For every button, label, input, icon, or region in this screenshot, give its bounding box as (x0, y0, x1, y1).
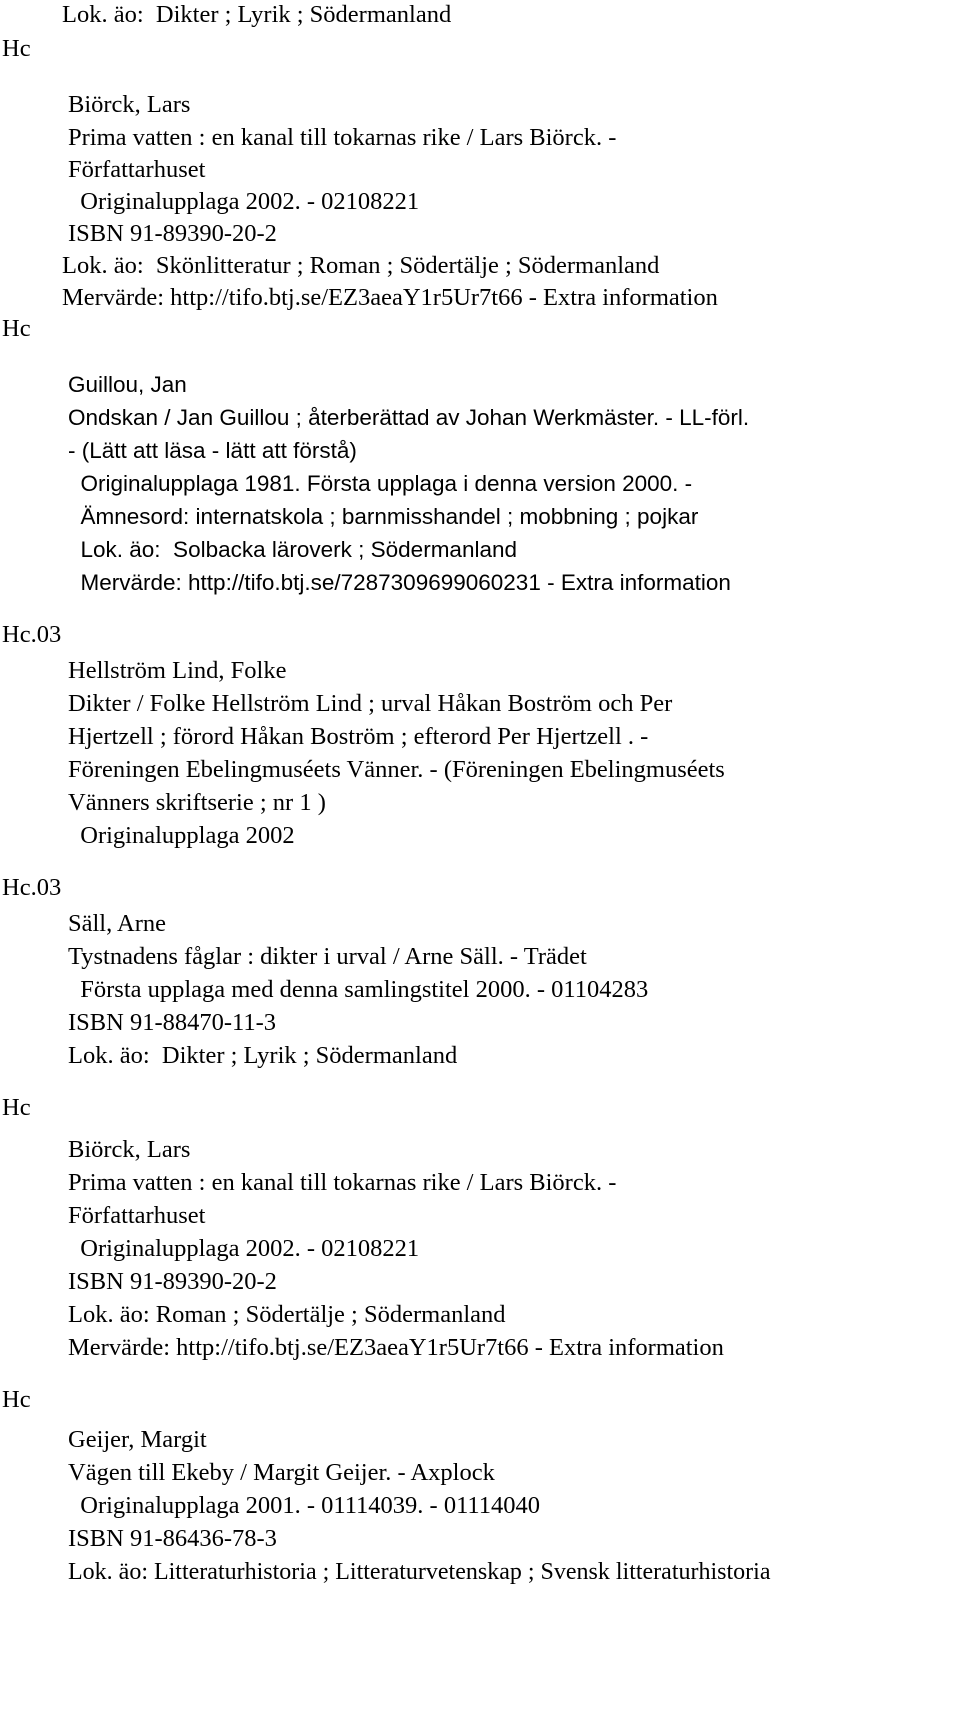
isbn-line: ISBN 91-86436-78-3 (68, 1525, 277, 1552)
classification-code: Hc (2, 315, 31, 342)
extra-info-line: Mervärde: http://tifo.btj.se/EZ3aeaY1r5Ur7t66 - Extra information (68, 1334, 724, 1361)
author-name: Säll, Arne (68, 910, 166, 937)
author-name: Biörck, Lars (68, 1136, 191, 1163)
extra-info-line: Mervärde: http://tifo.btj.se/7287309699060231 - Extra information (68, 570, 731, 595)
location-line: Lok. äo: Dikter ; Lyrik ; Södermanland (62, 1, 452, 28)
series-line: Vänners skriftserie ; nr 1 ) (68, 789, 326, 816)
subject-line: Ämnesord: internatskola ; barnmisshandel ; mobbning ; pojkar (68, 504, 699, 529)
edition-line: Originalupplaga 2001. - 01114039. - 01114040 (68, 1492, 541, 1519)
publisher-line: Författarhuset (68, 1202, 206, 1229)
extra-info-line: Mervärde: http://tifo.btj.se/EZ3aeaY1r5Ur7t66 - Extra information (62, 284, 718, 311)
title-line: Prima vatten : en kanal till tokarnas rike / Lars Biörck. - (68, 124, 617, 151)
publisher-line: Författarhuset (68, 156, 206, 183)
location-line: Lok. äo: Dikter ; Lyrik ; Södermanland (68, 1042, 458, 1069)
author-name: Biörck, Lars (68, 91, 191, 118)
title-line: Tystnadens fåglar : dikter i urval / Arne Säll. - Trädet (68, 943, 587, 970)
title-line: Vägen till Ekeby / Margit Geijer. - Axplock (68, 1459, 495, 1486)
edition-line: Originalupplaga 2002. - 02108221 (68, 1235, 420, 1262)
author-name: Guillou, Jan (68, 372, 187, 397)
edition-line: Originalupplaga 2002 (68, 822, 295, 849)
publisher-line: Föreningen Ebelingmuséets Vänner. - (Föreningen Ebelingmuséets (68, 756, 725, 783)
edition-line: Originalupplaga 1981. Första upplaga i denna version 2000. - (68, 471, 693, 496)
location-line: Lok. äo: Litteraturhistoria ; Litteraturvetenskap ; Svensk litteraturhistoria (68, 1559, 771, 1585)
isbn-line: ISBN 91-89390-20-2 (68, 220, 277, 247)
edition-line: Första upplaga med denna samlingstitel 2000. - 01104283 (68, 976, 649, 1003)
title-line: Ondskan / Jan Guillou ; återberättad av Johan Werkmäster. - LL-förl. (68, 405, 750, 430)
isbn-line: ISBN 91-89390-20-2 (68, 1268, 277, 1295)
series-line: - (Lätt att läsa - lätt att förstå) (68, 438, 357, 463)
edition-line: Originalupplaga 2002. - 02108221 (68, 188, 420, 215)
author-name: Geijer, Margit (68, 1426, 207, 1453)
classification-code: Hc (2, 1094, 31, 1121)
classification-code: Hc (2, 35, 31, 62)
isbn-line: ISBN 91-88470-11-3 (68, 1009, 277, 1036)
location-line: Lok. äo: Roman ; Södertälje ; Södermanland (68, 1301, 506, 1328)
title-line: Prima vatten : en kanal till tokarnas rike / Lars Biörck. - (68, 1169, 617, 1196)
title-line: Hjertzell ; förord Håkan Boström ; efterord Per Hjertzell . - (68, 723, 649, 750)
author-name: Hellström Lind, Folke (68, 657, 287, 684)
classification-code: Hc.03 (2, 874, 62, 901)
classification-code: Hc (2, 1386, 31, 1413)
location-line: Lok. äo: Skönlitteratur ; Roman ; Södertälje ; Södermanland (62, 252, 660, 279)
location-line: Lok. äo: Solbacka läroverk ; Södermanland (68, 537, 518, 562)
classification-code: Hc.03 (2, 621, 62, 648)
title-line: Dikter / Folke Hellström Lind ; urval Håkan Boström och Per (68, 690, 673, 717)
